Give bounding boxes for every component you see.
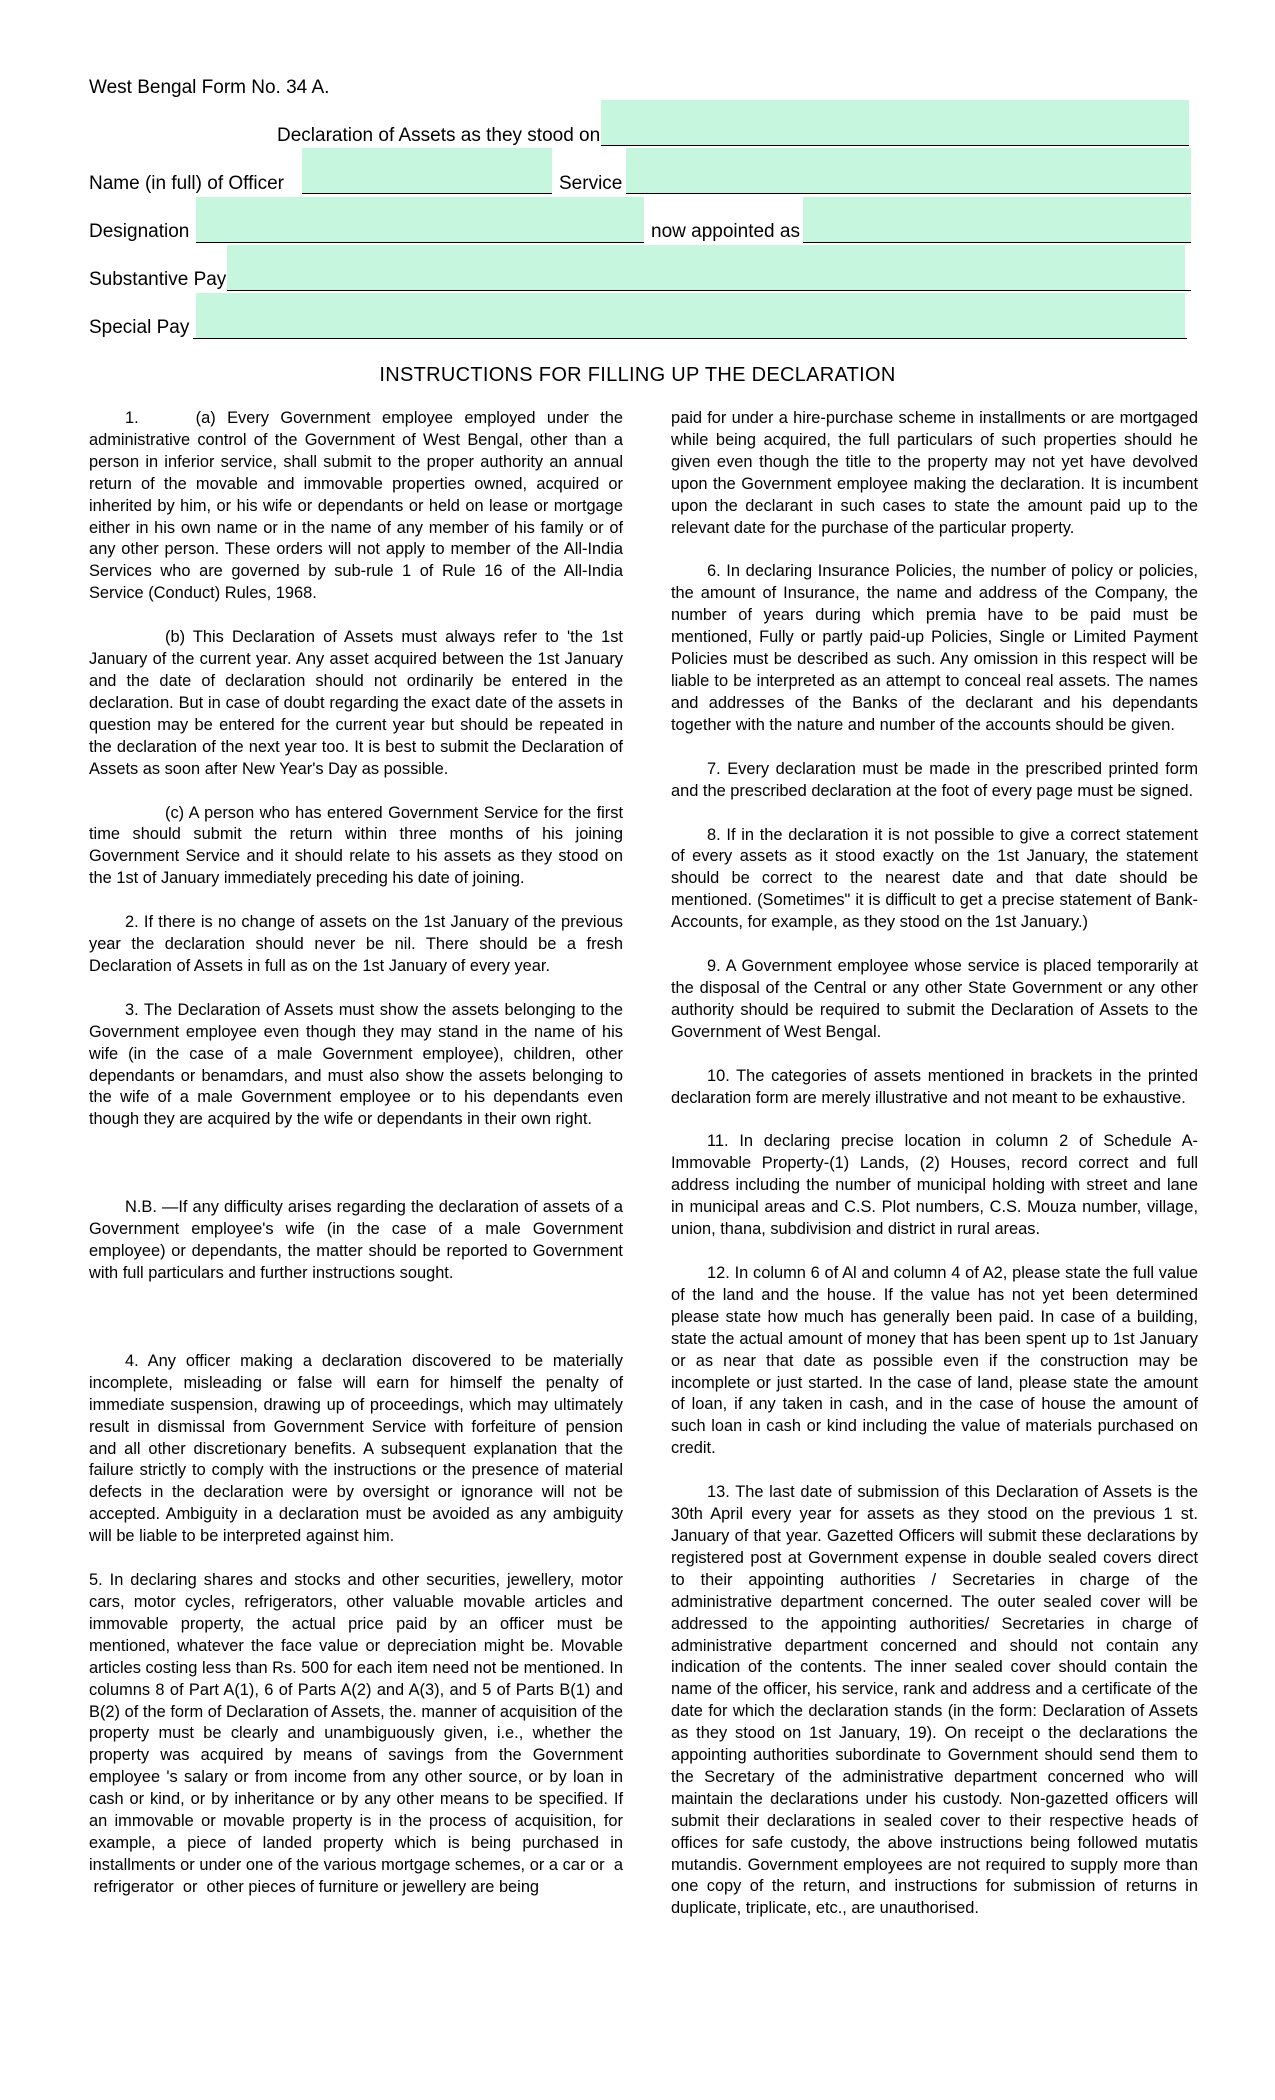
instruction-12: 12. In column 6 of Al and column 4 of A2, please state the full value of the land and the house. If the value has not yet been determined please state how much has generally been paid. In case of a building, state the actual amount of money that has been spent up to 1st January or as near that date as possible even if the construction may be incomplete or just started. In the case of land, please state the amount of loan, if any taken in cash, and in the case of house the amount of such loan in cash or kind including the value of materials purchased on credit. <box>671 1264 1198 1458</box>
instructions-heading: INSTRUCTIONS FOR FILLING UP THE DECLARATION <box>379 364 896 386</box>
service-field[interactable] <box>626 148 1191 193</box>
designation-field[interactable] <box>196 197 644 242</box>
substantive-pay-underline <box>227 290 1191 291</box>
instruction-13: 13. The last date of submission of this Declaration of Assets is the 30th April every year for assets as they stood on the previous 1 st. January of that year. Gazetted Officers will submit these declarations by registered post at Government expense in double sealed covers direct to their appointing authorities / Secretaries in charge of the administrative department concerned. The outer sealed cover will be addressed to the appointing authorities/ Secretaries in charge of administrative department concerned and should not contain any indication of the contents. The inner sealed cover should contain the name of the officer, his service, rank and address and a certificate of the date for which the declaration stands (in the form: Declaration of Assets as they stood on 1st January, 19). On receipt o the declarations the appointing authorities subordinate to Government should send them to the Secretary of the administrative department concerned who will maintain the declarations under his custody. Non-gazetted officers will submit their declarations in sealed cover to their respective heads of offices for safe custody, the above instructions being followed mutatis mutandis. Government employees are not required to supply more than one copy of the return, and instructions for submission of returns in duplicate, triplicate, etc., are unauthorised. <box>671 1483 1198 1918</box>
service-label: Service <box>559 173 623 194</box>
declaration-date-label: Declaration of Assets as they stood on <box>277 125 601 146</box>
appointed-as-underline <box>803 242 1191 243</box>
instruction-5: 5. In declaring shares and stocks and other securities, jewellery, motor cars, motor cycles, refrigerators, other valuable movable articles and immovable property, the actual price paid by an officer must be mentioned, whatever the face value or depreciation might be. Movable articles costing less than Rs. 500 for each item need not be mentioned. In columns 8 of Part A(1), 6 of Parts A(2) and A(3), and 5 of Parts B(1) and B(2) of the form of Declaration of Assets, the. manner of acquisition of the property must be clearly and unambiguously given, i.e., whether the property was acquired by means of savings from the Government employee 's salary or from income from any other source, or by loan in cash or kind, or by inheritance or by any other means to be specified. If an immovable or movable property is in the process of acquisition, for example, a piece of landed property which is being purchased in installments or under one of the various mortgage schemes, or a car or a refrigerator or other pieces of furniture or jewellery are being <box>89 1571 623 1896</box>
instructions-left-column <box>89 408 623 1899</box>
officer-name-underline <box>302 193 552 194</box>
instruction-8: 8. If in the declaration it is not possible to give a correct statement of every assets as it stood exactly on the 1st January, the statement should be correct to the nearest date and that date should be mentioned. (Sometimes" it is difficult to get a precise statement of Bank-Accounts, for example, as they stood on the 1st January.) <box>671 825 1198 932</box>
substantive-pay-label: Substantive Pay <box>89 269 227 290</box>
officer-name-label: Name (in full) of Officer <box>89 173 284 194</box>
instruction-nb: N.B. —If any difficulty arises regarding the declaration of assets of a Government employee's wife (in the case of a male Government employee) or dependants, the matter should be reported to Government with full particulars and further instructions sought. <box>89 1198 623 1282</box>
service-underline <box>626 193 1191 194</box>
instruction-2: 2. If there is no change of assets on the 1st January of the previous year the declaration should never be nil. There should be a fresh Declaration of Assets in full as on the 1st January of every year. <box>89 913 623 975</box>
instruction-11: 11. In declaring precise location in column 2 of Schedule A-Immovable Property-(1) Lands, (2) Houses, record correct and full address including the number of municipal holding with street and lane in municipal areas and C.S. Plot numbers, C.S. Mouza number, village, union, thana, subdivision and district in rural areas. <box>671 1132 1198 1239</box>
instruction-6: 6. In declaring Insurance Policies, the number of policy or policies, the amount of Insurance, the name and address of the Company, the number of years during which premia have to be paid must be mentioned, Fully or partly paid-up Policies, Single or Limited Payment Policies must be described as such. Any omission in this respect will be liable to be interpreted as an attempt to conceal real assets. The names and addresses of the Banks of the declarant and his dependants together with the nature and number of the accounts should be given. <box>671 562 1198 734</box>
special-pay-label: Special Pay <box>89 317 190 338</box>
designation-underline <box>196 242 644 243</box>
instruction-1a: 1. (a) Every Government employee employed under the administrative control of the Government of West Bengal, other than a person in inferior service, shall submit to the proper authority an annual return of the movable and immovable properties owned, acquired or inherited by him, or his wife or dependants or held on lease or mortgage either in his own name or in the name of any member of his family or of any other person. These orders will not apply to member of the All-India Services who are governed by sub-rule 1 of Rule 16 of the All-India Service (Conduct) Rules, 1968. <box>89 409 623 603</box>
declaration-date-underline <box>601 145 1189 146</box>
instruction-7: 7. Every declaration must be made in the prescribed printed form and the prescribed declaration at the foot of every page must be signed. <box>671 759 1198 800</box>
special-pay-field[interactable] <box>196 293 1185 338</box>
officer-name-field[interactable] <box>302 148 552 193</box>
instruction-3: 3. The Declaration of Assets must show the assets belonging to the Government employee even though they may stand in the name of his wife (in the case of a male Government employee), children, other dependants or benamdars, and must also show the assets belonging to the wife of a male Government employee or to his dependants even though they are acquired by the wife or dependants in their own right. <box>89 1000 623 1129</box>
form-number: West Bengal Form No. 34 A. <box>89 77 330 98</box>
designation-label: Designation <box>89 221 190 242</box>
special-pay-underline <box>193 338 1187 339</box>
instructions-right-column <box>671 408 1198 1920</box>
instruction-1c: (c) A person who has entered Government Service for the first time should submit the return within three months of his joining Government Service and it should relate to his assets as they stood on the 1st of January immediately preceding his date of joining. <box>89 803 623 888</box>
appointed-as-field[interactable] <box>803 197 1191 242</box>
appointed-as-label: now appointed as <box>651 221 800 242</box>
instruction-5-continued: paid for under a hire-purchase scheme in installments or are mortgaged while being acquired, the full particulars of such properties should he given even though the title to the property may not yet have devolved upon the Government employee making the declaration. It is incumbent upon the declarant in such cases to state the amount paid up to the relevant date for the purchase of the particular property. <box>671 409 1198 537</box>
declaration-date-field[interactable] <box>601 100 1189 145</box>
instruction-10: 10. The categories of assets mentioned in brackets in the printed declaration form are merely illustrative and not meant to be exhaustive. <box>671 1066 1198 1107</box>
instruction-1b: (b) This Declaration of Assets must always refer to 'the 1st January of the current year. Any asset acquired between the 1st January and the date of declaration should not ordinarily be entered in the declaration. But in case of doubt regarding the exact date of the assets in question may be entered for the current year but should be repeated in the declaration of the next year too. It is best to submit the Declaration of Assets as soon after New Year's Day as possible. <box>89 628 623 778</box>
instruction-4: 4. Any officer making a declaration discovered to be materially incomplete, misleading or false will earn for himself the penalty of immediate suspension, drawing up of proceedings, which may ultimately result in dismissal from Government Service with forfeiture of pension and all other discretionary benefits. A subsequent explanation that the failure strictly to comply with the instructions or the presence of material defects in the declaration were by oversight or ignorance will not be accepted. Ambiguity in a declaration must be avoided as any ambiguity will be liable to be interpreted against him. <box>89 1351 623 1546</box>
instruction-9: 9. A Government employee whose service is placed temporarily at the disposal of the Central or any other State Government or any other authority should be required to submit the Declaration of Assets to the Government of West Bengal. <box>671 957 1198 1041</box>
substantive-pay-field[interactable] <box>227 245 1185 290</box>
